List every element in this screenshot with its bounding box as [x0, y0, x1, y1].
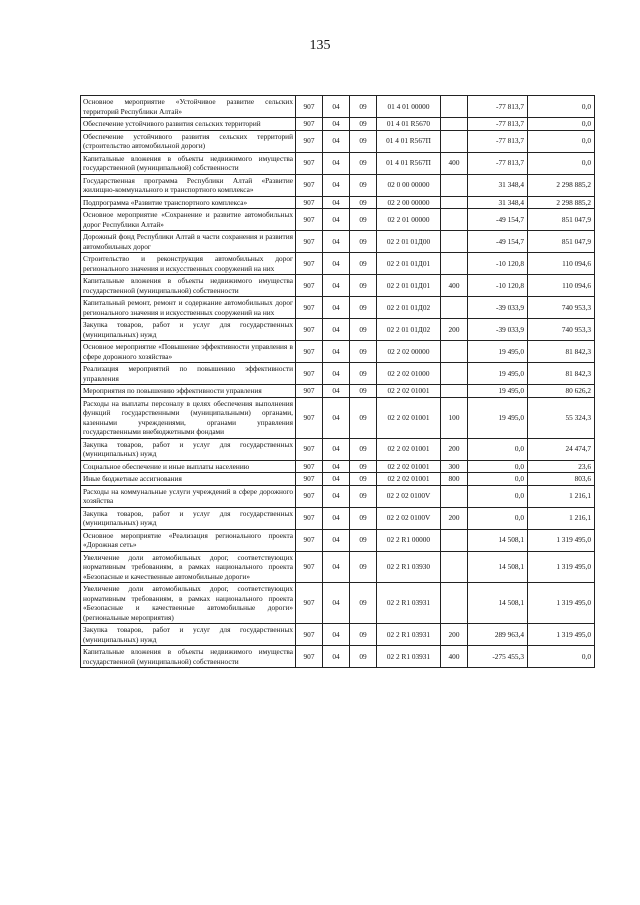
expense-type — [441, 485, 468, 507]
expense-type — [441, 385, 468, 398]
target-article: 02 2 01 01Д01 — [377, 275, 441, 297]
amount-change: 0,0 — [468, 485, 528, 507]
subsection-code: 09 — [350, 485, 377, 507]
section-code: 04 — [323, 341, 350, 363]
ministry-code: 907 — [296, 96, 323, 118]
subsection-code: 09 — [350, 646, 377, 668]
expense-type — [441, 341, 468, 363]
row-name: Закупка товаров, работ и услуг для государственных (муниципальных) нужд — [81, 438, 296, 460]
amount-total: 1 319 495,0 — [528, 551, 595, 583]
amount-change: -49 154,7 — [468, 231, 528, 253]
subsection-code: 09 — [350, 152, 377, 174]
ministry-code: 907 — [296, 297, 323, 319]
row-name: Увеличение доли автомобильных дорог, соответствующих нормативным требованиям, в рамках национального проекта «Безопасные и качественные автомобильные дороги» (региональные мероприятия) — [81, 583, 296, 624]
section-code: 04 — [323, 174, 350, 196]
target-article: 02 2 02 01001 — [377, 397, 441, 438]
table-row — [81, 275, 595, 297]
amount-change: -77 813,7 — [468, 118, 528, 131]
expense-type: 200 — [441, 507, 468, 529]
ministry-code: 907 — [296, 152, 323, 174]
row-name: Основное мероприятие «Устойчивое развитие сельских территорий Республики Алтай» — [81, 96, 296, 118]
subsection-code: 09 — [350, 174, 377, 196]
subsection-code: 09 — [350, 231, 377, 253]
target-article: 02 2 02 0100V — [377, 507, 441, 529]
ministry-code: 907 — [296, 275, 323, 297]
expense-type — [441, 130, 468, 152]
section-code: 04 — [323, 624, 350, 646]
ministry-code: 907 — [296, 363, 323, 385]
ministry-code: 907 — [296, 209, 323, 231]
amount-change: 0,0 — [468, 438, 528, 460]
section-code: 04 — [323, 297, 350, 319]
subsection-code: 09 — [350, 341, 377, 363]
subsection-code: 09 — [350, 397, 377, 438]
section-code: 04 — [323, 196, 350, 209]
row-name: Расходы на выплаты персоналу в целях обеспечения выполнения функций государственными (муниципальными) органами, казенными учреждениями, органами управления государственными внебюджетными фондами — [81, 397, 296, 438]
amount-change: -275 455,3 — [468, 646, 528, 668]
row-name: Подпрограмма «Развитие транспортного комплекса» — [81, 196, 296, 209]
row-name: Государственная программа Республики Алтай «Развитие жилищно-коммунального и транспортного комплекса» — [81, 174, 296, 196]
amount-total: 0,0 — [528, 646, 595, 668]
expense-type — [441, 231, 468, 253]
row-name: Расходы на коммунальные услуги учреждений в сфере дорожного хозяйства — [81, 485, 296, 507]
amount-total: 740 953,3 — [528, 319, 595, 341]
ministry-code: 907 — [296, 118, 323, 131]
amount-total: 24 474,7 — [528, 438, 595, 460]
table-row — [81, 297, 595, 319]
table-row — [81, 529, 595, 551]
section-code: 04 — [323, 363, 350, 385]
ministry-code: 907 — [296, 231, 323, 253]
row-name: Дорожный фонд Республики Алтай в части сохранения и развития автомобильных дорог — [81, 231, 296, 253]
table-row — [81, 646, 595, 668]
expense-type: 800 — [441, 473, 468, 486]
subsection-code: 09 — [350, 583, 377, 624]
target-article: 02 2 02 01000 — [377, 363, 441, 385]
subsection-code: 09 — [350, 507, 377, 529]
row-name: Обеспечение устойчивого развития сельских территорий (строительство автомобильной дороги) — [81, 130, 296, 152]
section-code: 04 — [323, 385, 350, 398]
section-code: 04 — [323, 507, 350, 529]
table-row — [81, 438, 595, 460]
section-code: 04 — [323, 118, 350, 131]
section-code: 04 — [323, 646, 350, 668]
amount-change: 289 963,4 — [468, 624, 528, 646]
target-article: 02 2 R1 03931 — [377, 583, 441, 624]
amount-total: 55 324,3 — [528, 397, 595, 438]
row-name: Капитальные вложения в объекты недвижимого имущества государственной (муниципальной) собственности — [81, 275, 296, 297]
target-article: 02 2 02 01001 — [377, 438, 441, 460]
subsection-code: 09 — [350, 196, 377, 209]
amount-change: -39 033,9 — [468, 319, 528, 341]
expense-type — [441, 118, 468, 131]
expense-type — [441, 96, 468, 118]
page-number: 135 — [309, 38, 331, 53]
expense-type — [441, 297, 468, 319]
ministry-code: 907 — [296, 397, 323, 438]
subsection-code: 09 — [350, 460, 377, 473]
ministry-code: 907 — [296, 341, 323, 363]
table-row — [81, 473, 595, 486]
amount-change: 0,0 — [468, 473, 528, 486]
subsection-code: 09 — [350, 96, 377, 118]
table-row — [81, 363, 595, 385]
ministry-code: 907 — [296, 385, 323, 398]
ministry-code: 907 — [296, 130, 323, 152]
expense-type: 200 — [441, 319, 468, 341]
amount-change: 19 495,0 — [468, 363, 528, 385]
table-row — [81, 209, 595, 231]
amount-total: 110 094,6 — [528, 253, 595, 275]
expense-type — [441, 529, 468, 551]
table-row — [81, 397, 595, 438]
amount-total: 0,0 — [528, 96, 595, 118]
amount-total: 1 319 495,0 — [528, 529, 595, 551]
expense-type: 400 — [441, 152, 468, 174]
row-name: Строительство и реконструкция автомобильных дорог регионального значения и искусственных сооружений на них — [81, 253, 296, 275]
section-code: 04 — [323, 130, 350, 152]
amount-total: 1 319 495,0 — [528, 583, 595, 624]
expense-type: 100 — [441, 397, 468, 438]
target-article: 02 2 02 0100V — [377, 485, 441, 507]
subsection-code: 09 — [350, 624, 377, 646]
ministry-code: 907 — [296, 551, 323, 583]
ministry-code: 907 — [296, 460, 323, 473]
amount-change: 14 508,1 — [468, 551, 528, 583]
amount-change: -39 033,9 — [468, 297, 528, 319]
amount-change: 14 508,1 — [468, 529, 528, 551]
table-row — [81, 385, 595, 398]
ministry-code: 907 — [296, 583, 323, 624]
amount-change: 0,0 — [468, 460, 528, 473]
amount-total: 81 842,3 — [528, 341, 595, 363]
expense-type: 400 — [441, 646, 468, 668]
amount-change: -49 154,7 — [468, 209, 528, 231]
section-code: 04 — [323, 209, 350, 231]
row-name: Иные бюджетные ассигнования — [81, 473, 296, 486]
table-row — [81, 460, 595, 473]
target-article: 02 2 01 01Д02 — [377, 297, 441, 319]
section-code: 04 — [323, 319, 350, 341]
target-article: 02 2 R1 00000 — [377, 529, 441, 551]
section-code: 04 — [323, 397, 350, 438]
subsection-code: 09 — [350, 130, 377, 152]
target-article: 02 2 02 01001 — [377, 385, 441, 398]
target-article: 02 0 00 00000 — [377, 174, 441, 196]
amount-total: 0,0 — [528, 130, 595, 152]
amount-total: 80 626,2 — [528, 385, 595, 398]
row-name: Капитальный ремонт, ремонт и содержание автомобильных дорог регионального значения и искусственных сооружений на них — [81, 297, 296, 319]
subsection-code: 09 — [350, 473, 377, 486]
expense-type: 300 — [441, 460, 468, 473]
amount-total: 740 953,3 — [528, 297, 595, 319]
amount-change: 14 508,1 — [468, 583, 528, 624]
ministry-code: 907 — [296, 529, 323, 551]
target-article: 02 2 02 00000 — [377, 341, 441, 363]
target-article: 02 2 R1 03931 — [377, 646, 441, 668]
amount-total: 851 047,9 — [528, 209, 595, 231]
amount-total: 23,6 — [528, 460, 595, 473]
subsection-code: 09 — [350, 438, 377, 460]
expense-type — [441, 583, 468, 624]
amount-total: 2 298 885,2 — [528, 196, 595, 209]
budget-table — [80, 95, 595, 668]
target-article: 02 2 00 00000 — [377, 196, 441, 209]
subsection-code: 09 — [350, 297, 377, 319]
amount-total: 1 216,1 — [528, 485, 595, 507]
section-code: 04 — [323, 438, 350, 460]
amount-total: 110 094,6 — [528, 275, 595, 297]
row-name: Основное мероприятие «Реализация регионального проекта «Дорожная сеть» — [81, 529, 296, 551]
table-row — [81, 507, 595, 529]
row-name: Капитальные вложения в объекты недвижимого имущества государственной (муниципальной) собственности — [81, 646, 296, 668]
section-code: 04 — [323, 152, 350, 174]
ministry-code: 907 — [296, 473, 323, 486]
row-name: Обеспечение устойчивого развития сельских территорий — [81, 118, 296, 131]
ministry-code: 907 — [296, 624, 323, 646]
amount-total: 1 319 495,0 — [528, 624, 595, 646]
subsection-code: 09 — [350, 319, 377, 341]
row-name: Капитальные вложения в объекты недвижимого имущества государственной (муниципальной) собственности — [81, 152, 296, 174]
table-row — [81, 231, 595, 253]
expense-type — [441, 551, 468, 583]
row-name: Реализация мероприятий по повышению эффективности управления — [81, 363, 296, 385]
ministry-code: 907 — [296, 174, 323, 196]
target-article: 01 4 01 R567П — [377, 130, 441, 152]
amount-total: 81 842,3 — [528, 363, 595, 385]
table-row — [81, 152, 595, 174]
table-row — [81, 551, 595, 583]
row-name: Основное мероприятие «Сохранение и развитие автомобильных дорог Республики Алтай» — [81, 209, 296, 231]
ministry-code: 907 — [296, 253, 323, 275]
amount-change: -10 120,8 — [468, 275, 528, 297]
amount-change: -77 813,7 — [468, 96, 528, 118]
target-article: 02 2 R1 03930 — [377, 551, 441, 583]
row-name: Увеличение доли автомобильных дорог, соответствующих нормативным требованиям, в рамках национального проекта «Безопасные и качественные автомобильные дороги» — [81, 551, 296, 583]
ministry-code: 907 — [296, 196, 323, 209]
amount-change: -77 813,7 — [468, 130, 528, 152]
target-article: 01 4 01 R5670 — [377, 118, 441, 131]
table-row — [81, 130, 595, 152]
amount-total: 0,0 — [528, 152, 595, 174]
ministry-code: 907 — [296, 319, 323, 341]
ministry-code: 907 — [296, 438, 323, 460]
target-article: 02 2 R1 03931 — [377, 624, 441, 646]
amount-total: 851 047,9 — [528, 231, 595, 253]
expense-type — [441, 253, 468, 275]
target-article: 01 4 01 00000 — [377, 96, 441, 118]
amount-total: 803,6 — [528, 473, 595, 486]
table-row — [81, 624, 595, 646]
row-name: Закупка товаров, работ и услуг для государственных (муниципальных) нужд — [81, 624, 296, 646]
amount-change: 0,0 — [468, 507, 528, 529]
amount-change: -10 120,8 — [468, 253, 528, 275]
target-article: 02 2 01 00000 — [377, 209, 441, 231]
expense-type: 400 — [441, 275, 468, 297]
subsection-code: 09 — [350, 209, 377, 231]
amount-change: 31 348,4 — [468, 196, 528, 209]
section-code: 04 — [323, 253, 350, 275]
section-code: 04 — [323, 529, 350, 551]
row-name: Мероприятия по повышению эффективности управления — [81, 385, 296, 398]
table-row — [81, 485, 595, 507]
expense-type — [441, 196, 468, 209]
target-article: 02 2 02 01001 — [377, 460, 441, 473]
target-article: 02 2 01 01Д02 — [377, 319, 441, 341]
section-code: 04 — [323, 583, 350, 624]
amount-change: 31 348,4 — [468, 174, 528, 196]
ministry-code: 907 — [296, 646, 323, 668]
section-code: 04 — [323, 275, 350, 297]
target-article: 02 2 01 01Д01 — [377, 253, 441, 275]
section-code: 04 — [323, 473, 350, 486]
amount-change: 19 495,0 — [468, 385, 528, 398]
row-name: Закупка товаров, работ и услуг для государственных (муниципальных) нужд — [81, 319, 296, 341]
table-row — [81, 583, 595, 624]
target-article: 01 4 01 R567П — [377, 152, 441, 174]
section-code: 04 — [323, 485, 350, 507]
table-row — [81, 174, 595, 196]
amount-change: -77 813,7 — [468, 152, 528, 174]
amount-change: 19 495,0 — [468, 341, 528, 363]
expense-type: 200 — [441, 624, 468, 646]
table-row — [81, 196, 595, 209]
target-article: 02 2 01 01Д00 — [377, 231, 441, 253]
section-code: 04 — [323, 96, 350, 118]
subsection-code: 09 — [350, 385, 377, 398]
expense-type — [441, 174, 468, 196]
amount-total: 0,0 — [528, 118, 595, 131]
section-code: 04 — [323, 231, 350, 253]
section-code: 04 — [323, 460, 350, 473]
subsection-code: 09 — [350, 275, 377, 297]
row-name: Основное мероприятие «Повышение эффективности управления в сфере дорожного хозяйства» — [81, 341, 296, 363]
table-row — [81, 96, 595, 118]
table-row — [81, 253, 595, 275]
ministry-code: 907 — [296, 485, 323, 507]
amount-total: 2 298 885,2 — [528, 174, 595, 196]
table-row — [81, 118, 595, 131]
table-row — [81, 319, 595, 341]
expense-type — [441, 209, 468, 231]
subsection-code: 09 — [350, 253, 377, 275]
subsection-code: 09 — [350, 529, 377, 551]
expense-type — [441, 363, 468, 385]
subsection-code: 09 — [350, 551, 377, 583]
amount-change: 19 495,0 — [468, 397, 528, 438]
row-name: Закупка товаров, работ и услуг для государственных (муниципальных) нужд — [81, 507, 296, 529]
subsection-code: 09 — [350, 363, 377, 385]
amount-total: 1 216,1 — [528, 507, 595, 529]
subsection-code: 09 — [350, 118, 377, 131]
row-name: Социальное обеспечение и иные выплаты населению — [81, 460, 296, 473]
target-article: 02 2 02 01001 — [377, 473, 441, 486]
section-code: 04 — [323, 551, 350, 583]
table-row — [81, 341, 595, 363]
ministry-code: 907 — [296, 507, 323, 529]
expense-type: 200 — [441, 438, 468, 460]
